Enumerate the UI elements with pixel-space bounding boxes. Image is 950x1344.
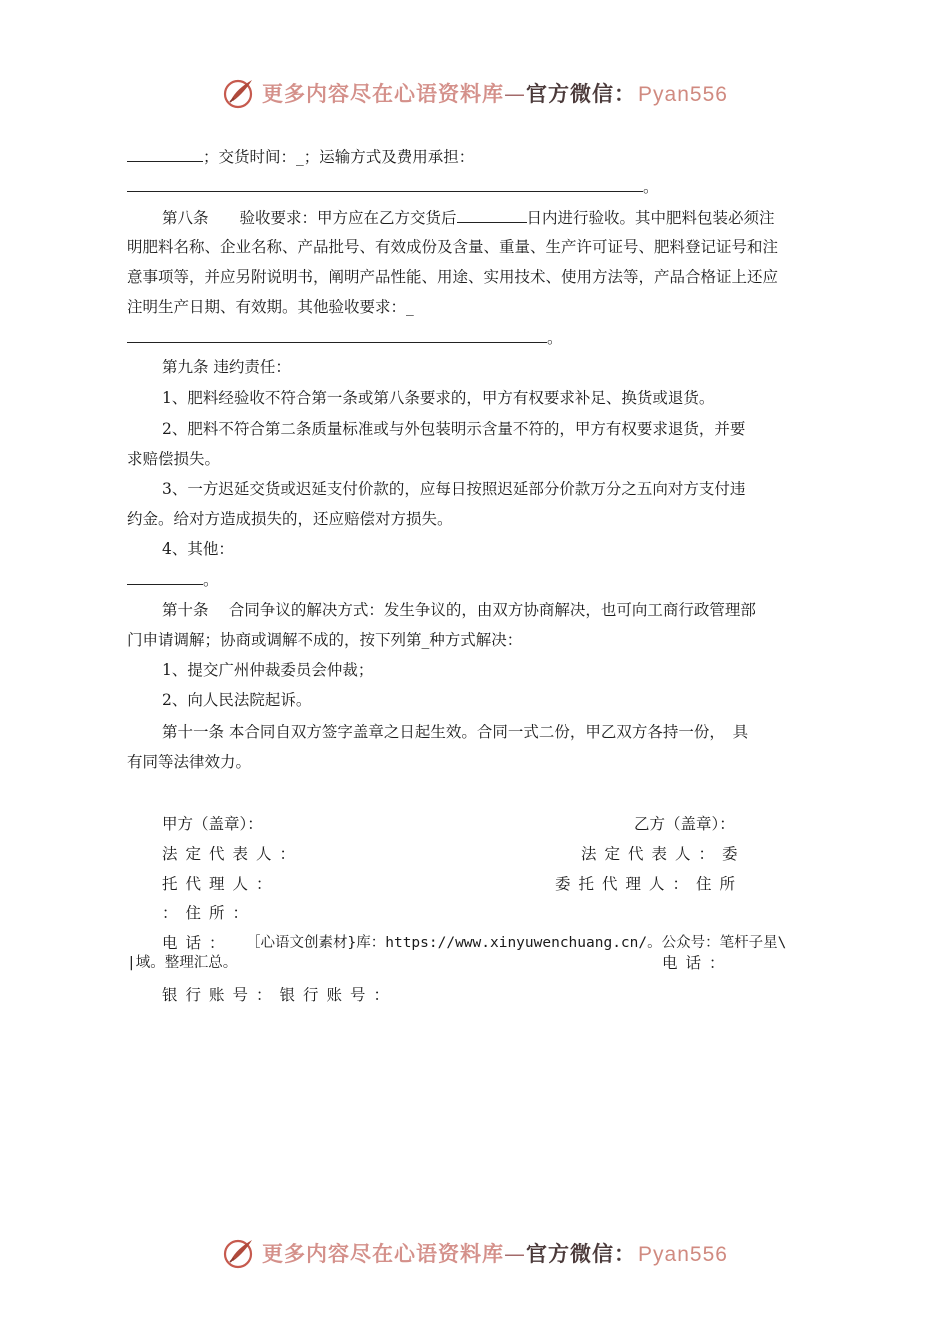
article-9-title: 第九条 违约责任： [162, 358, 291, 376]
quill-logo-icon [222, 1236, 256, 1270]
article-9-item-1: 1、肥料经验收不符合第一条或第八条要求的，甲方有权要求补足、换货或退货。 [162, 389, 715, 407]
blank-underline [457, 207, 527, 223]
party-b-phone: 电话： [662, 954, 733, 972]
transport-line: 。 [127, 176, 827, 197]
promo-text-cont: |域。整理汇总。 [127, 955, 238, 971]
blank-underline [127, 146, 203, 162]
article-8-line-2: 明肥料名称、企业名称、产品批号、有效成份及含量、重量、生产许可证号、肥料登记证号和注 [127, 238, 779, 256]
address-line: ：住所： [162, 904, 257, 922]
header-banner [0, 75, 950, 111]
article-10-line-1: 第十条 合同争议的解决方式：发生争议的，由双方协商解决，也可向工商行政管理部 [162, 601, 756, 619]
delivery-line: ；交货时间：_；运输方式及费用承担： [127, 146, 827, 167]
article-11-line-1: 第十一条 本合同自双方签字盖章之日起生效。合同一式二份，甲乙双方各持一份， 具 [162, 723, 749, 741]
blank-underline [127, 569, 203, 585]
article-9-item-2: 2、肥料不符合第二条质量标准或与外包装明示含量不符的，甲方有权要求退货，并要 [162, 420, 746, 438]
banner-text: 更多内容尽在心语资料库—官方微信：Pyan556 [262, 82, 728, 106]
article-9-item-3-cont: 约金。给对方造成损失的，还应赔偿对方损失。 [127, 510, 453, 528]
banner-text: 更多内容尽在心语资料库—官方微信：Pyan556 [262, 1242, 728, 1266]
article-10-option-2: 2、向人民法院起诉。 [162, 691, 312, 709]
party-b-legal-rep: 法定代表人：委 [581, 845, 746, 863]
article-8-line-1: 第八条 验收要求：甲方应在乙方交货后 日内进行验收。其中肥料包装必须注 [162, 209, 775, 227]
article-8-line-4: 注明生产日期、有效期。其他验收要求：_ [127, 298, 414, 316]
party-b-agent: 委托代理人：住所 [555, 875, 744, 893]
article-11-line-2: 有同等法律效力。 [127, 753, 252, 771]
blank-underline [127, 327, 547, 343]
party-a-legal-rep: 法定代表人： [162, 845, 304, 863]
article-10-line-2: 门申请调解；协商或调解不成的，按下列第_种方式解决： [127, 631, 523, 649]
article-10-option-1: 1、提交广州仲裁委员会仲裁； [162, 661, 374, 679]
article-8-line-5: 。 [127, 327, 827, 348]
party-a-seal: 甲方（盖章）： [162, 815, 263, 833]
bank-account-line: 银行账号：银行账号： [162, 986, 398, 1004]
party-b-seal: 乙方（盖章）： [634, 815, 735, 833]
article-9-item-3: 3、一方迟延交货或迟延支付价款的，应每日按照迟延部分价款万分之五向对方支付违 [162, 480, 746, 498]
article-9-item-4-blank: 。 [127, 569, 827, 590]
footer-banner [0, 1235, 950, 1271]
blank-underline [127, 176, 643, 192]
article-9-item-2-cont: 求赔偿损失。 [127, 450, 221, 468]
quill-logo-icon [222, 76, 256, 110]
party-a-phone: 电话： [162, 934, 233, 952]
article-8-line-3: 意事项等，并应另附说明书，阐明产品性能、用途、实用技术、使用方法等，产品合格证上还应 [127, 268, 779, 286]
article-9-item-4: 4、其他： [162, 540, 234, 558]
promo-text: ［心语文创素材}库：https://www.xinyuwenchuang.cn/。公众号：笔杆子星\ [246, 935, 787, 951]
party-a-agent: 托代理人： [162, 875, 280, 893]
